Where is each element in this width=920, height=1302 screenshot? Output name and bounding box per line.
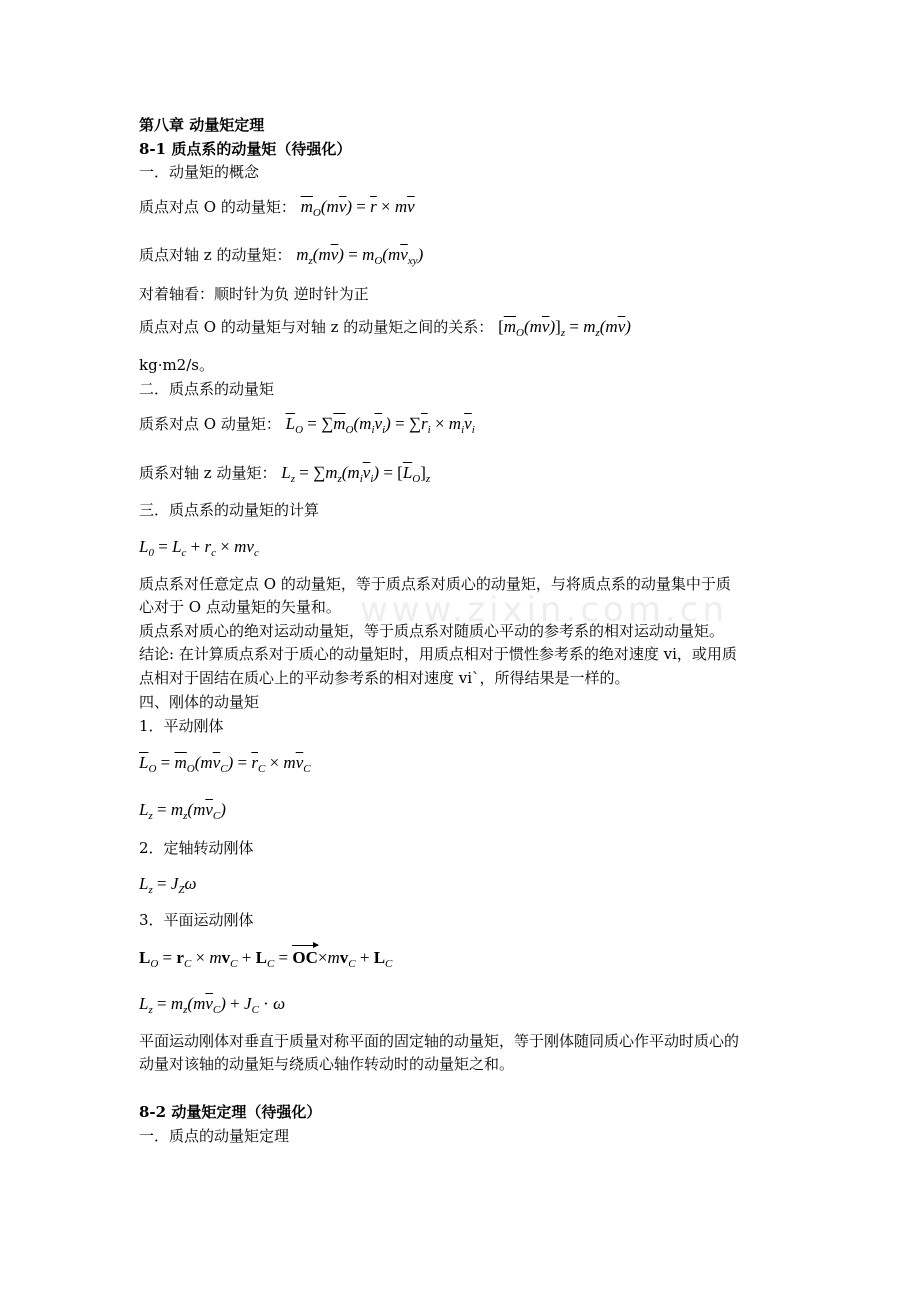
formula-point-moment: $\overline{m}_O(m\overline{v}) = \overline{r} \times m\overline{v}$ xyxy=(300,197,415,219)
watermark: www.zixin.com.cn xyxy=(360,590,728,630)
unit-text: kg·m2/s。 xyxy=(139,356,214,374)
formula-translation-lo: $\overline{L}_O = \overline{m}_O(m\overline{v}_C) = \overline{r}_C \times m\overline{v}_C$ xyxy=(139,753,311,775)
formula-relation: $[\overline{m}_O(m\overline{v})]_z = m_z(m\overline{v})$ xyxy=(498,317,631,339)
equation-line xyxy=(139,463,430,489)
item-title: 1．平动刚体 xyxy=(139,717,224,735)
section-heading-8-1: 8-1 质点系的动量矩（待强化） xyxy=(139,140,352,158)
subsection-title: 一．动量矩的概念 xyxy=(139,163,260,181)
equation-line xyxy=(139,197,415,223)
formula-system-point-moment: $\overline{L}_O = \sum\overline{m}_O(m_i\overline{v}_i) = \sum\overline{r}_i \times m_i\overline{v}_i$ xyxy=(285,414,475,436)
sign-rule: 对着轴看：顺时针为负 逆时针为正 xyxy=(139,285,369,303)
paragraph-line: 结论: 在计算质点系对于质心的动量矩时，用质点相对于惯性参考系的绝对速度 vi，或用质 xyxy=(139,645,737,663)
subsection-title: 二．质点系的动量矩 xyxy=(139,380,275,398)
formula-l0: $L_0 = L_c + r_c \times mv_c$ xyxy=(139,537,259,559)
formula-translation-lz: $L_z = m_z(m\overline{v}_C)$ xyxy=(139,800,226,822)
formula-axis-moment: $m_z(m\overline{v}) = m_O(m\overline{v}_{xy})$ xyxy=(296,245,424,267)
formula-rotation-lz: $L_z = J_Z\omega$ xyxy=(139,874,197,896)
paragraph-line: 平面运动刚体对垂直于质量对称平面的固定轴的动量矩，等于刚体随同质心作平动时质心的 xyxy=(139,1032,740,1050)
item-title: 2．定轴转动刚体 xyxy=(139,839,254,857)
equation-label: 质点对点 O 的动量矩与对轴 z 的动量矩之间的关系： xyxy=(139,318,494,336)
paragraph-line: 动量对该轴的动量矩与绕质心轴作转动时的动量矩之和。 xyxy=(139,1055,515,1073)
section-heading-8-2: 8-2 动量矩定理（待强化） xyxy=(139,1103,322,1121)
subsection-title: 一．质点的动量矩定理 xyxy=(139,1127,290,1145)
paragraph-line: 质点系对任意定点 O 的动量矩，等于质点系对质心的动量矩，与将质点系的动量集中于质 xyxy=(139,575,731,593)
equation-label: 质点对点 O 的动量矩： xyxy=(139,198,296,216)
paragraph-line: 质点系对质心的绝对运动动量矩，等于质点系对随质心平动的参考系的相对运动动量矩。 xyxy=(139,622,725,640)
equation-line xyxy=(139,245,423,271)
formula-plane-lz: $L_z = m_z(m\overline{v}_C) + J_C \cdot \omega$ xyxy=(139,994,286,1016)
formula-system-axis-moment: $L_z = \sum m_z(m_i\overline{v}_i) = [\overline{L}_O]_z$ xyxy=(281,463,431,485)
equation-line xyxy=(139,317,631,343)
equation-label: 质点对轴 z 的动量矩： xyxy=(139,246,292,264)
subsection-title: 四、刚体的动量矩 xyxy=(139,693,260,711)
paragraph-line: 点相对于固结在质心上的平动参考系的相对速度 vi`，所得结果是一样的。 xyxy=(139,669,630,687)
equation-line xyxy=(139,414,475,440)
item-title: 3．平面运动刚体 xyxy=(139,911,254,929)
chapter-title: 第八章 动量矩定理 xyxy=(139,116,265,134)
paragraph-line: 心对于 O 点动量矩的矢量和。 xyxy=(139,598,341,616)
subsection-title: 三．质点系的动量矩的计算 xyxy=(139,501,320,519)
equation-label: 质系对轴 z 动量矩： xyxy=(139,464,277,482)
formula-plane-lo: $L_O = r_C \times mv_C + L_C = OC\times mv_C + L_C$ xyxy=(139,948,393,970)
equation-label: 质系对点 O 动量矩： xyxy=(139,415,281,433)
